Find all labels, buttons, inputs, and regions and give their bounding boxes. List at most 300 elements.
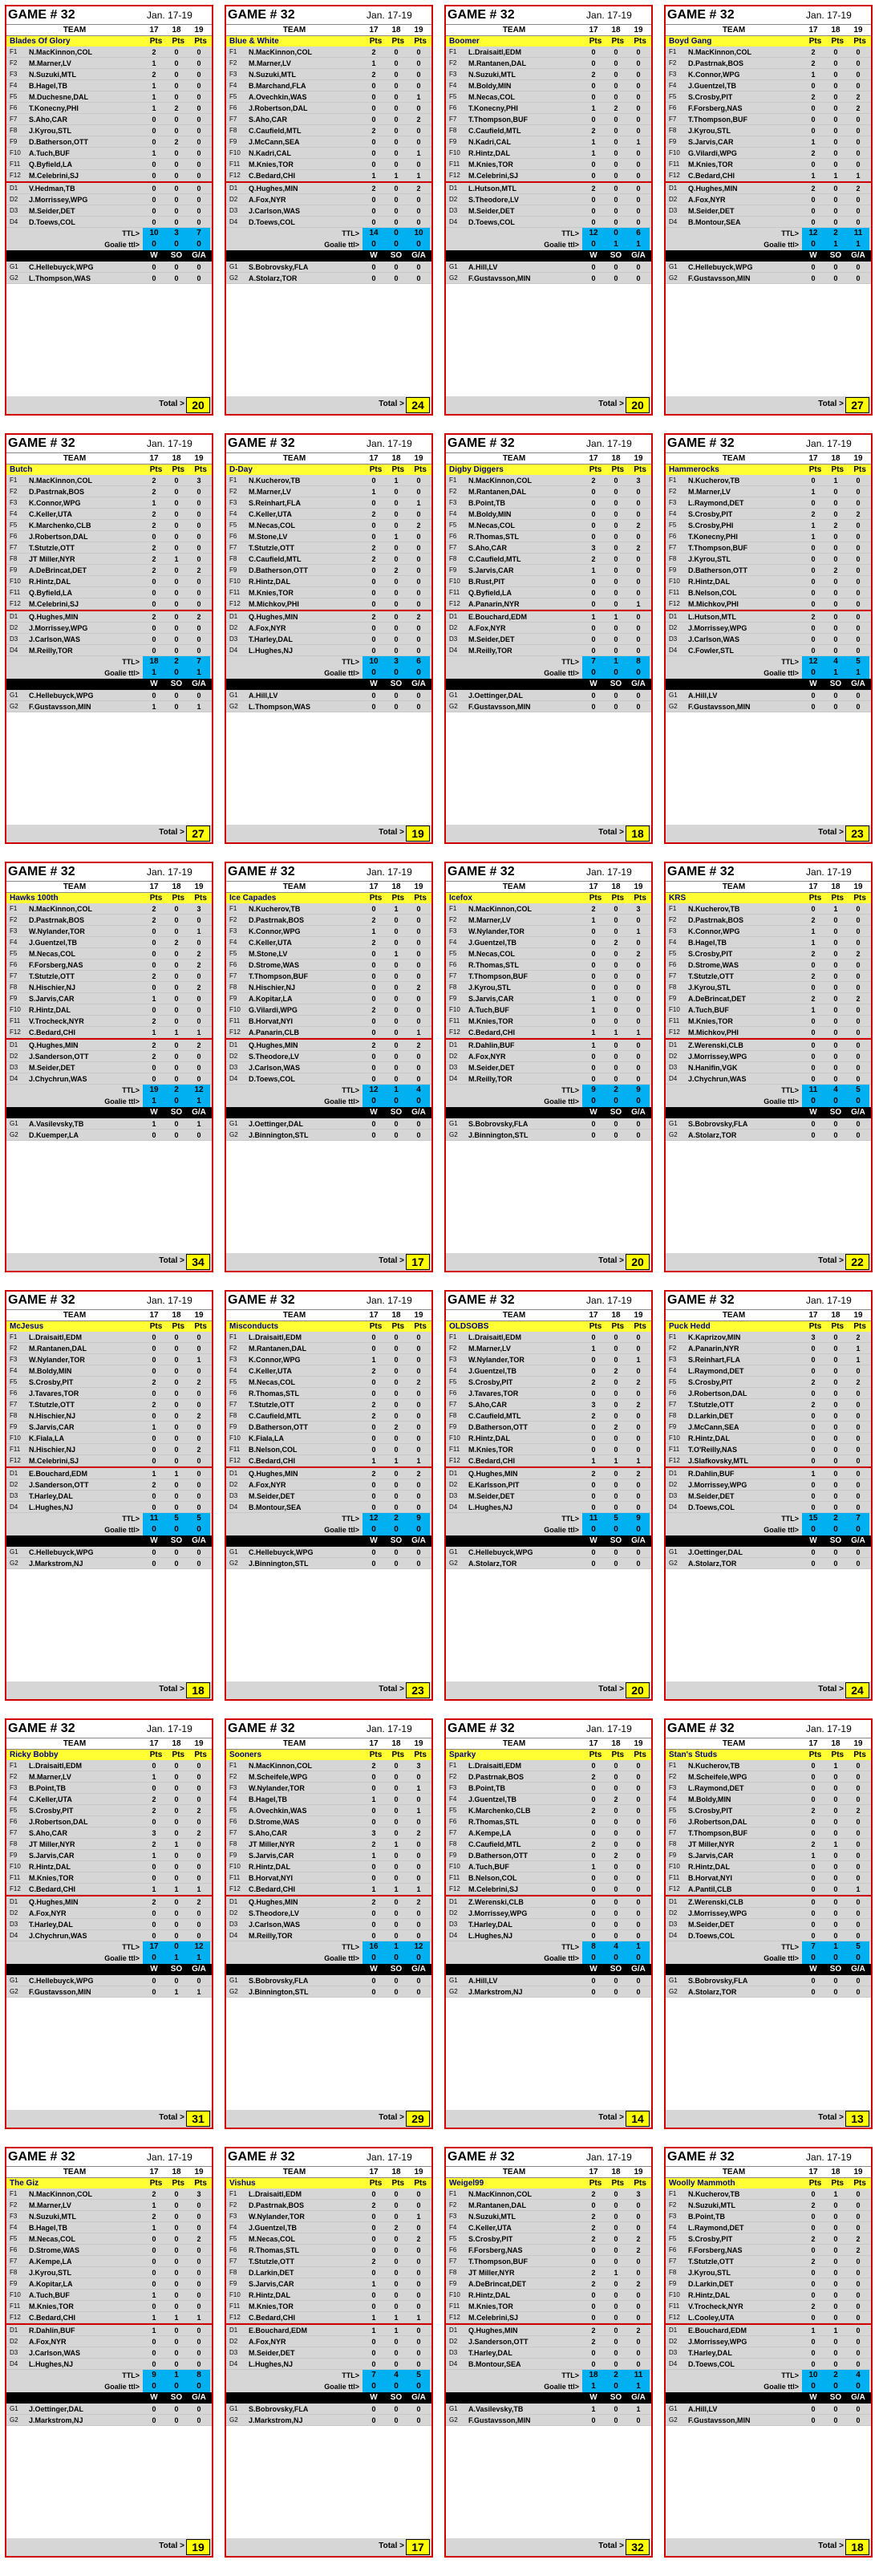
day-19-points: 0: [416, 1559, 421, 1568]
day-17-points: 0: [371, 2302, 376, 2310]
day-17-points: 0: [811, 1548, 816, 1556]
position-label: D3: [669, 635, 678, 643]
ttl-label: TTL>: [561, 658, 579, 666]
pts-label: Pts: [589, 893, 602, 903]
position-label: F1: [229, 47, 237, 55]
day-17-points: 0: [591, 1130, 596, 1139]
forward-row: [446, 542, 651, 554]
position-label: F7: [229, 1828, 237, 1836]
day-19-label: 19: [853, 453, 863, 463]
day-18-points: 0: [394, 1377, 399, 1386]
position-label: F8: [449, 554, 457, 562]
pts-label: Pts: [808, 1321, 822, 1331]
player-name: B.Hagel,TB: [29, 2223, 68, 2232]
position-label: F6: [669, 960, 677, 968]
day-17-points: 2: [811, 972, 816, 980]
game-number: GAME # 32: [8, 436, 75, 450]
day-19-points: 0: [416, 59, 421, 67]
player-name: V.Trocheck,NYR: [29, 1016, 84, 1025]
ttl-label: TTL>: [781, 229, 799, 237]
goals-against-label: G/A: [851, 1108, 865, 1117]
forward-row: [666, 1839, 871, 1850]
day-18-points: 0: [614, 543, 618, 552]
position-label: F1: [449, 1333, 457, 1341]
skater-total-day-17: 12: [362, 1513, 385, 1524]
day-18-points: 0: [174, 1772, 179, 1781]
day-18-points: 1: [394, 1456, 399, 1465]
player-name: J.Robertson,DAL: [688, 1389, 747, 1398]
total-row: [666, 1253, 871, 1271]
day-17-points: 2: [371, 1840, 376, 1848]
defense-row: [6, 2325, 212, 2336]
day-18-points: 0: [614, 2201, 618, 2209]
day-17-points: 2: [591, 184, 596, 193]
ttl-label: TTL>: [781, 1086, 799, 1094]
position-label: D1: [669, 184, 678, 192]
team-card-body: [664, 2147, 873, 2558]
game-number: GAME # 32: [8, 1293, 75, 1307]
player-name: D.Pastrnak,BOS: [29, 915, 85, 924]
day-19-points: 0: [856, 2416, 861, 2424]
position-label: F1: [449, 47, 457, 55]
player-name: M.Seider,DET: [468, 635, 515, 643]
day-17-label: 17: [369, 2167, 379, 2176]
team-column-label: TEAM: [722, 882, 746, 891]
player-name: S.Jarvis,CAR: [688, 1851, 734, 1860]
day-18-points: 0: [394, 487, 399, 496]
day-18-points: 0: [614, 2279, 618, 2288]
player-name: M.Stone,LV: [249, 532, 288, 541]
day-19-points: 0: [196, 1456, 201, 1465]
position-label: F7: [229, 972, 237, 980]
day-17-label: 17: [808, 1738, 818, 1748]
position-label: F4: [229, 1366, 237, 1374]
team-card-body: [225, 433, 433, 844]
day-17-points: 0: [371, 1074, 376, 1083]
team-name-row: [666, 1320, 871, 1332]
day-18-points: 0: [174, 1063, 179, 1072]
day-19-points: 0: [196, 972, 201, 980]
day-18-points: 2: [394, 1422, 399, 1431]
player-name: J.Markstrom,NJ: [468, 1987, 523, 1996]
position-label: G1: [229, 1548, 238, 1556]
day-17-points: 0: [591, 262, 596, 271]
position-label: F12: [10, 1456, 21, 1464]
team-name: KRS: [669, 893, 687, 903]
day-19-points: 0: [636, 1772, 641, 1781]
player-name: J.Sanderson,OTT: [29, 1480, 89, 1489]
day-17-points: 0: [811, 274, 816, 282]
position-label: F5: [10, 521, 18, 529]
forward-row: [226, 948, 431, 959]
goalie-row: [226, 1547, 431, 1558]
day-18-points: 0: [174, 1366, 179, 1375]
forward-row: [226, 1004, 431, 1016]
position-label: F11: [229, 1016, 241, 1024]
skater-total-row: [446, 1085, 651, 1096]
player-name: D.Batherson,OTT: [249, 566, 309, 574]
day-18-points: 0: [833, 2290, 838, 2299]
day-18-points: 1: [614, 1456, 618, 1465]
day-18-points: 0: [394, 1559, 399, 1568]
day-18-points: 0: [833, 148, 838, 157]
defense-row: [666, 1062, 871, 1073]
player-name: M.Seider,DET: [468, 1063, 515, 1072]
position-label: D3: [669, 1920, 678, 1928]
skater-total-day-17: 9: [143, 2370, 165, 2381]
day-18-points: 0: [394, 1897, 399, 1906]
day-19-points: 0: [856, 2326, 861, 2335]
position-label: F1: [10, 1761, 18, 1769]
position-label: F11: [229, 2302, 241, 2310]
player-name: F.Forsberg,NAS: [688, 2245, 743, 2254]
day-18-points: 1: [833, 1761, 838, 1770]
goals-against-label: G/A: [851, 679, 865, 688]
day-17-points: 0: [811, 1016, 816, 1025]
day-19-points: 0: [856, 2189, 861, 2198]
position-label: F12: [669, 1884, 680, 1892]
goalie-header-row: [446, 1964, 651, 1975]
day-17-points: 0: [591, 1884, 596, 1893]
position-label: F3: [669, 1783, 677, 1791]
position-label: D4: [229, 217, 238, 225]
position-label: F10: [10, 1005, 21, 1013]
day-17-points: 0: [591, 1851, 596, 1860]
day-18-points: 0: [174, 274, 179, 282]
day-18-points: 0: [174, 126, 179, 135]
player-name: A.Stolarz,TOR: [688, 1987, 737, 1996]
day-18-points: 0: [174, 476, 179, 485]
player-name: W.Nylander,TOR: [249, 2212, 305, 2221]
day-18-points: 0: [614, 274, 618, 282]
day-19-points: 0: [636, 47, 641, 56]
day-17-points: 0: [371, 566, 376, 574]
forward-row: [6, 959, 212, 971]
day-17-points: 0: [811, 554, 816, 563]
team-card: [2, 858, 217, 1276]
team-name-row: [666, 2177, 871, 2189]
forward-row: [666, 1884, 871, 1895]
day-18-points: 0: [174, 1920, 179, 1929]
day-19-points: 0: [636, 1063, 641, 1072]
player-name: D.Toews,COL: [249, 217, 295, 226]
position-label: F10: [669, 1005, 680, 1013]
day-19-points: 0: [416, 1851, 421, 1860]
day-18-points: 1: [394, 171, 399, 180]
forward-row: [446, 1771, 651, 1783]
position-label: D4: [669, 2359, 678, 2367]
game-dates: Jan. 17-19: [367, 2152, 412, 2163]
position-label: D1: [10, 184, 18, 192]
day-18-points: 0: [174, 217, 179, 226]
forward-row: [666, 520, 871, 531]
day-17-points: 0: [591, 1783, 596, 1792]
forward-row: [446, 1783, 651, 1794]
total-row: [226, 2110, 431, 2128]
day-18-points: 0: [833, 2201, 838, 2209]
total-label: Total >: [379, 1256, 404, 1265]
position-label: F12: [229, 1028, 241, 1036]
position-label: F10: [229, 577, 241, 585]
forward-row: [666, 1816, 871, 1828]
forward-row: [226, 520, 431, 531]
position-label: G1: [229, 2404, 238, 2412]
position-label: D1: [449, 1897, 458, 1905]
day-18-label: 18: [831, 453, 840, 463]
skater-total-day-17: 9: [582, 1085, 605, 1096]
team-card: [661, 858, 876, 1276]
day-18-points: 0: [174, 2302, 179, 2310]
position-label: G1: [669, 1548, 678, 1556]
day-18-points: 0: [394, 1909, 399, 1917]
player-name: C.Keller,UTA: [249, 938, 292, 947]
day-18-points: 0: [394, 1920, 399, 1929]
day-18-points: 0: [833, 217, 838, 226]
day-17-points: 0: [371, 2337, 376, 2346]
team-card: [2, 1287, 217, 1704]
day-17-label: 17: [589, 1310, 598, 1320]
day-18-points: 0: [833, 1783, 838, 1792]
day-17-points: 0: [371, 972, 376, 980]
day-18-points: 0: [174, 646, 179, 655]
day-18-points: 0: [833, 1028, 838, 1036]
total-label: Total >: [159, 828, 184, 837]
skater-total-day-19: 9: [627, 1513, 650, 1524]
team-column-label: TEAM: [502, 1310, 526, 1320]
position-label: F8: [669, 554, 677, 562]
defense-row: [666, 1897, 871, 1908]
goalie-total-value: 1: [847, 667, 869, 679]
position-label: F6: [10, 2245, 18, 2253]
defense-row: [666, 217, 871, 228]
day-17-points: 2: [152, 476, 156, 485]
player-name: R.Thomas,STL: [468, 1817, 520, 1826]
forward-row: [6, 982, 212, 993]
forward-row: [226, 926, 431, 937]
goalie-total-row: [226, 1096, 431, 1107]
day-17-points: 0: [152, 126, 156, 135]
forward-row: [6, 1354, 212, 1365]
forward-row: [226, 1399, 431, 1410]
day-19-points: 0: [416, 566, 421, 574]
day-19-points: 0: [856, 577, 861, 586]
forward-row: [446, 554, 651, 565]
goals-against-label: G/A: [411, 679, 426, 688]
player-name: S.Jarvis,CAR: [29, 1422, 75, 1431]
player-name: T.Stutzle,OTT: [688, 972, 734, 980]
day-19-points: 2: [636, 2326, 641, 2335]
day-19-points: 0: [856, 262, 861, 271]
goalie-total-value: 0: [143, 2381, 165, 2392]
pts-label: Pts: [194, 1750, 207, 1759]
day-17-label: 17: [149, 453, 159, 463]
player-name: C.Fowler,STL: [688, 646, 735, 655]
position-label: F3: [449, 1783, 457, 1791]
player-name: A.Tuch,BUF: [688, 1005, 729, 1014]
position-label: D2: [669, 2337, 678, 2345]
day-17-points: 0: [371, 1130, 376, 1139]
day-18-points: 0: [174, 148, 179, 157]
day-17-points: 1: [811, 137, 816, 146]
goalie-header-row: [226, 250, 431, 262]
day-18-points: 0: [174, 1909, 179, 1917]
day-17-points: 1: [591, 103, 596, 112]
goalie-header-row: [226, 1535, 431, 1547]
day-18-points: 0: [174, 1445, 179, 1454]
position-label: F10: [10, 577, 21, 585]
day-19-points: 0: [856, 532, 861, 541]
defense-row: [666, 1491, 871, 1502]
goalie-total-value: 0: [385, 239, 407, 250]
goalie-row: [446, 273, 651, 284]
day-17-points: 0: [371, 1783, 376, 1792]
game-dates: Jan. 17-19: [806, 2152, 852, 2163]
team-card-body: [444, 433, 653, 844]
ttl-label: TTL>: [781, 1515, 799, 1523]
day-18-points: 0: [394, 972, 399, 980]
position-label: F11: [669, 1873, 680, 1881]
player-name: D.Batherson,OTT: [468, 1422, 529, 1431]
day-19-points: 0: [856, 915, 861, 924]
day-18-points: 0: [833, 498, 838, 507]
day-18-points: 0: [394, 81, 399, 90]
goalie-row: [6, 1547, 212, 1558]
goalie-row: [226, 2404, 431, 2415]
day-18-points: 1: [394, 2313, 399, 2322]
position-label: D4: [229, 1074, 238, 1082]
day-19-points: 0: [636, 1130, 641, 1139]
day-19-points: 0: [636, 2223, 641, 2232]
game-number: GAME # 32: [228, 1722, 295, 1735]
total-label: Total >: [598, 1256, 624, 1265]
day-18-points: 0: [174, 1119, 179, 1128]
day-17-points: 0: [152, 1434, 156, 1442]
player-name: M.Duchesne,DAL: [29, 92, 89, 101]
player-name: M.Reilly,TOR: [249, 1931, 293, 1940]
day-19-label: 19: [634, 882, 643, 891]
day-18-points: 1: [394, 1840, 399, 1848]
day-18-points: 0: [614, 1074, 618, 1083]
day-19-points: 0: [196, 59, 201, 67]
position-label: F8: [449, 126, 457, 134]
day-19-points: 0: [416, 2257, 421, 2266]
position-label: G1: [669, 1976, 678, 1984]
position-label: F9: [669, 994, 677, 1002]
day-17-points: 0: [152, 1333, 156, 1341]
day-18-points: 2: [614, 938, 618, 947]
day-19-points: 0: [856, 566, 861, 574]
shutouts-label: SO: [390, 1536, 403, 1545]
day-19-points: 0: [196, 2201, 201, 2209]
position-label: D4: [449, 646, 458, 654]
forward-row: [226, 1760, 431, 1771]
player-name: D.Larkin,DET: [688, 2279, 734, 2288]
goalie-row: [6, 1558, 212, 1569]
day-18-points: 0: [394, 1016, 399, 1025]
day-17-points: 0: [811, 1456, 816, 1465]
player-name: JT Miller,NYR: [29, 1840, 75, 1848]
game-number: GAME # 32: [667, 8, 735, 22]
day-18-points: 0: [614, 2223, 618, 2232]
forward-row: [666, 1861, 871, 1872]
day-17-points: 0: [591, 1366, 596, 1375]
forward-row: [666, 1771, 871, 1783]
skater-total-row: [666, 1513, 871, 1524]
day-19-points: 0: [416, 509, 421, 518]
forward-row: [6, 1872, 212, 1884]
goals-against-label: G/A: [192, 1108, 206, 1117]
day-19-points: 1: [196, 1987, 201, 1996]
goalie-total-value: 0: [582, 667, 605, 679]
day-17-points: 0: [152, 1559, 156, 1568]
defense-row: [226, 2359, 431, 2370]
forward-row: [6, 148, 212, 159]
player-name: M.Celebrini,SJ: [29, 171, 79, 180]
day-17-points: 0: [371, 1931, 376, 1940]
day-18-points: 0: [614, 1548, 618, 1556]
player-name: R.Hintz,DAL: [468, 148, 510, 157]
day-19-points: 0: [856, 476, 861, 485]
position-label: D3: [10, 206, 18, 214]
total-row: [226, 2538, 431, 2556]
day-19-points: 1: [416, 171, 421, 180]
column-header-row: [226, 452, 431, 464]
day-17-points: 0: [371, 949, 376, 958]
day-18-points: 1: [174, 1987, 179, 1996]
day-18-points: 0: [394, 1491, 399, 1500]
day-18-points: 0: [394, 103, 399, 112]
skater-total-day-18: 4: [605, 1941, 627, 1953]
defense-row: [446, 634, 651, 645]
card-header: [446, 863, 651, 881]
team-card: [2, 2, 217, 419]
day-19-points: 0: [636, 1931, 641, 1940]
player-name: M.Knies,TOR: [29, 2302, 74, 2310]
day-18-label: 18: [611, 1738, 621, 1748]
day-18-points: 0: [174, 1377, 179, 1386]
day-19-points: 2: [636, 1469, 641, 1478]
day-19-points: 0: [196, 206, 201, 215]
position-label: D1: [10, 1897, 18, 1905]
position-label: F7: [669, 543, 677, 551]
day-17-points: 1: [591, 994, 596, 1003]
day-17-points: 0: [371, 1920, 376, 1929]
day-17-points: 2: [371, 509, 376, 518]
goalie-total-row: [6, 667, 212, 679]
day-19-points: 0: [196, 2302, 201, 2310]
goalie-ttl-label: Goalie ttl>: [544, 669, 579, 677]
position-label: F9: [229, 994, 237, 1002]
day-17-points: 2: [591, 1840, 596, 1848]
day-18-points: 0: [614, 1976, 618, 1985]
day-19-points: 0: [856, 1503, 861, 1511]
day-19-points: 0: [416, 274, 421, 282]
day-18-points: 0: [394, 1333, 399, 1341]
day-17-points: 0: [591, 1434, 596, 1442]
defense-row: [226, 183, 431, 194]
position-label: D3: [449, 635, 458, 643]
goals-against-label: G/A: [192, 679, 206, 688]
day-19-points: 0: [196, 2359, 201, 2368]
forward-row: [6, 1399, 212, 1410]
defense-row: [446, 623, 651, 634]
pts-label: Pts: [194, 36, 207, 46]
forward-row: [666, 1332, 871, 1343]
total-label: Total >: [818, 2542, 844, 2550]
forward-row: [226, 2233, 431, 2245]
game-number: GAME # 32: [8, 2150, 75, 2164]
day-18-points: 0: [833, 70, 838, 79]
